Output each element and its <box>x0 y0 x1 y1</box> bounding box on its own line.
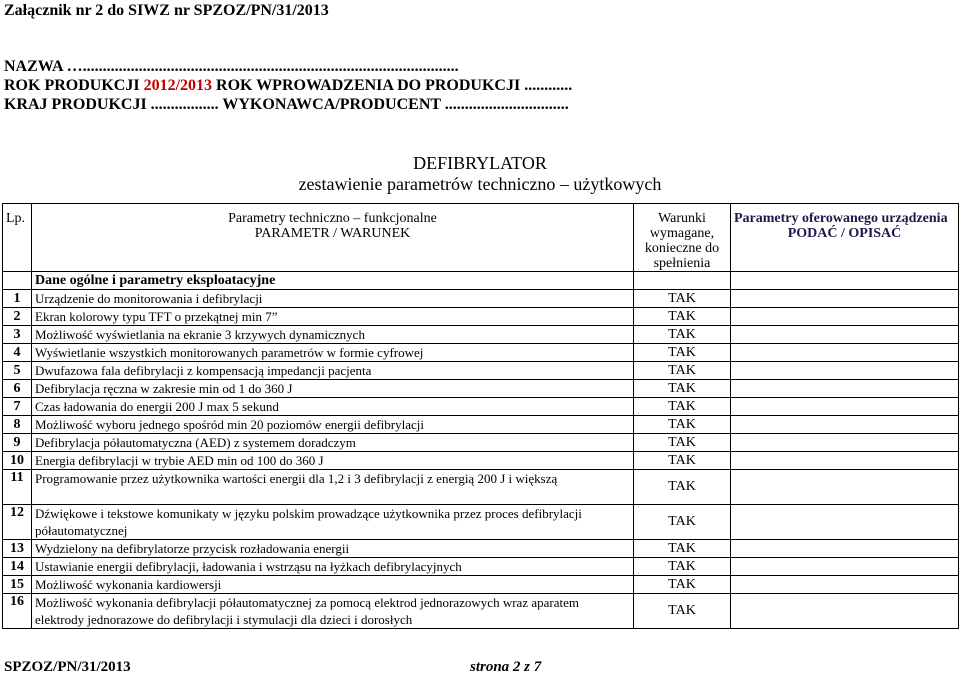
header-params <box>32 204 634 272</box>
section-title: Dane ogólne i parametry eksploatacyjne <box>32 272 634 290</box>
row-number: 4 <box>3 344 32 362</box>
row-parameter: Urządzenie do monitorowania i defibrylacji <box>32 290 634 308</box>
table-body <box>3 290 959 629</box>
row-number: 14 <box>3 558 32 576</box>
row-number: 2 <box>3 308 32 326</box>
table-row <box>3 380 959 398</box>
row-parameter: Możliwość wyświetlania na ekranie 3 krzywych dynamicznych <box>32 326 634 344</box>
row-parameter: Czas ładowania do energii 200 J max 5 sekund <box>32 398 634 416</box>
section-req-cell <box>634 272 731 290</box>
production-year-line <box>4 77 572 95</box>
row-requirement: TAK <box>634 344 731 362</box>
table-row <box>3 290 959 308</box>
row-number: 5 <box>3 362 32 380</box>
row-number: 13 <box>3 540 32 558</box>
row-number: 6 <box>3 380 32 398</box>
section-offer-cell <box>731 272 959 290</box>
table-row <box>3 594 959 629</box>
doc-subheading: zestawienie parametrów techniczno – użytkowych <box>298 174 662 194</box>
row-requirement: TAK <box>634 594 731 629</box>
row-requirement: TAK <box>634 576 731 594</box>
row-offered-value <box>731 434 959 452</box>
row-requirement: TAK <box>634 362 731 380</box>
page-number: strona 2 z 7 <box>470 659 542 675</box>
row-number: 11 <box>3 470 32 505</box>
row-offered-value <box>731 540 959 558</box>
row-number: 16 <box>3 594 32 629</box>
row-offered-value <box>731 344 959 362</box>
document-title: Załącznik nr 2 do SIWZ nr SPZOZ/PN/31/2013 <box>4 2 329 19</box>
row-offered-value <box>731 380 959 398</box>
table-row <box>3 434 959 452</box>
row-requirement: TAK <box>634 308 731 326</box>
row-parameter: Wydzielony na defibrylatorze przycisk rozładowania energii <box>32 540 634 558</box>
row-requirement: TAK <box>634 505 731 540</box>
row-number: 3 <box>3 326 32 344</box>
row-parameter: Dźwiękowe i tekstowe komunikaty w języku polskim prowadzące użytkownika przez proces defibrylacji półautomatycznej <box>32 505 634 540</box>
country-contractor-line: KRAJ PRODUKCJI ................. WYKONAWCA/PRODUCENT ............................... <box>4 96 569 113</box>
row-requirement: TAK <box>634 470 731 505</box>
production-year-value: 2012/2013 <box>143 77 213 94</box>
header-required: Warunki wymagane, konieczne do spełnienia <box>634 204 731 272</box>
table-row <box>3 558 959 576</box>
name-line: NAZWA ….............................................................................................. <box>4 58 459 75</box>
row-number: 10 <box>3 452 32 470</box>
section-row <box>3 272 959 290</box>
row-number: 7 <box>3 398 32 416</box>
table-row <box>3 362 959 380</box>
row-offered-value <box>731 594 959 629</box>
header-params-line2: PARAMETR / WARUNEK <box>254 226 411 241</box>
table-row <box>3 470 959 505</box>
table-row <box>3 308 959 326</box>
row-parameter: Możliwość wykonania defibrylacji półautomatycznej za pomocą elektrod jednorazowych wraz aparatem elektrody jednorazowe do defibrylacji i stymulacji dla dzieci i dorosłych <box>32 594 634 629</box>
row-offered-value <box>731 362 959 380</box>
header-offered-line1: Parametry oferowanego urządzenia <box>734 211 948 226</box>
row-offered-value <box>731 452 959 470</box>
row-requirement: TAK <box>634 558 731 576</box>
row-offered-value <box>731 416 959 434</box>
doc-heading: DEFIBRYLATOR <box>413 153 547 173</box>
table-row <box>3 416 959 434</box>
production-year-label: ROK PRODUKCJI <box>4 77 144 94</box>
row-requirement: TAK <box>634 416 731 434</box>
header-lp: Lp. <box>3 204 32 272</box>
row-requirement: TAK <box>634 434 731 452</box>
row-parameter: Możliwość wyboru jednego spośród min 20 poziomów energii defibrylacji <box>32 416 634 434</box>
row-requirement: TAK <box>634 326 731 344</box>
row-parameter: Programowanie przez użytkownika wartości energii dla 1,2 i 3 defibrylacji z energią 200 J i większą <box>32 470 634 505</box>
header-offered-line2: PODAĆ / OPISAĆ <box>787 226 902 241</box>
row-parameter: Dwufazowa fala defibrylacji z kompensacją impedancji pacjenta <box>32 362 634 380</box>
table-header-row <box>3 204 959 272</box>
row-number: 9 <box>3 434 32 452</box>
row-parameter: Ustawianie energii defibrylacji, ładowania i wstrząsu na łyżkach defibrylacyjnych <box>32 558 634 576</box>
row-number: 15 <box>3 576 32 594</box>
row-parameter: Ekran kolorowy typu TFT o przekątnej min 7” <box>32 308 634 326</box>
row-offered-value <box>731 326 959 344</box>
row-number: 1 <box>3 290 32 308</box>
row-parameter: Defibrylacja ręczna w zakresie min od 1 do 360 J <box>32 380 634 398</box>
row-number: 8 <box>3 416 32 434</box>
row-requirement: TAK <box>634 290 731 308</box>
row-offered-value <box>731 470 959 505</box>
footer-ref: SPZOZ/PN/31/2013 <box>4 659 131 675</box>
row-requirement: TAK <box>634 452 731 470</box>
row-offered-value <box>731 290 959 308</box>
row-parameter: Energia defibrylacji w trybie AED min od 100 do 360 J <box>32 452 634 470</box>
row-offered-value <box>731 398 959 416</box>
row-parameter: Możliwość wykonania kardiowersji <box>32 576 634 594</box>
row-offered-value <box>731 505 959 540</box>
section-lp-cell <box>3 272 32 290</box>
row-number: 12 <box>3 505 32 540</box>
row-requirement: TAK <box>634 380 731 398</box>
table-row <box>3 452 959 470</box>
table-row <box>3 576 959 594</box>
introduction-year-label: ROK WPROWADZENIA DO PRODUKCJI ............ <box>212 77 573 94</box>
row-requirement: TAK <box>634 398 731 416</box>
row-offered-value <box>731 558 959 576</box>
header-params-line1: Parametry techniczno – funkcjonalne <box>228 211 437 226</box>
row-parameter: Wyświetlanie wszystkich monitorowanych parametrów w formie cyfrowej <box>32 344 634 362</box>
row-requirement: TAK <box>634 540 731 558</box>
table-row <box>3 505 959 540</box>
table-row <box>3 398 959 416</box>
row-offered-value <box>731 308 959 326</box>
table-row <box>3 344 959 362</box>
parameters-table <box>2 203 959 629</box>
row-offered-value <box>731 576 959 594</box>
table-row <box>3 540 959 558</box>
header-offered <box>731 204 959 272</box>
table-row <box>3 326 959 344</box>
row-parameter: Defibrylacja półautomatyczna (AED) z systemem doradczym <box>32 434 634 452</box>
